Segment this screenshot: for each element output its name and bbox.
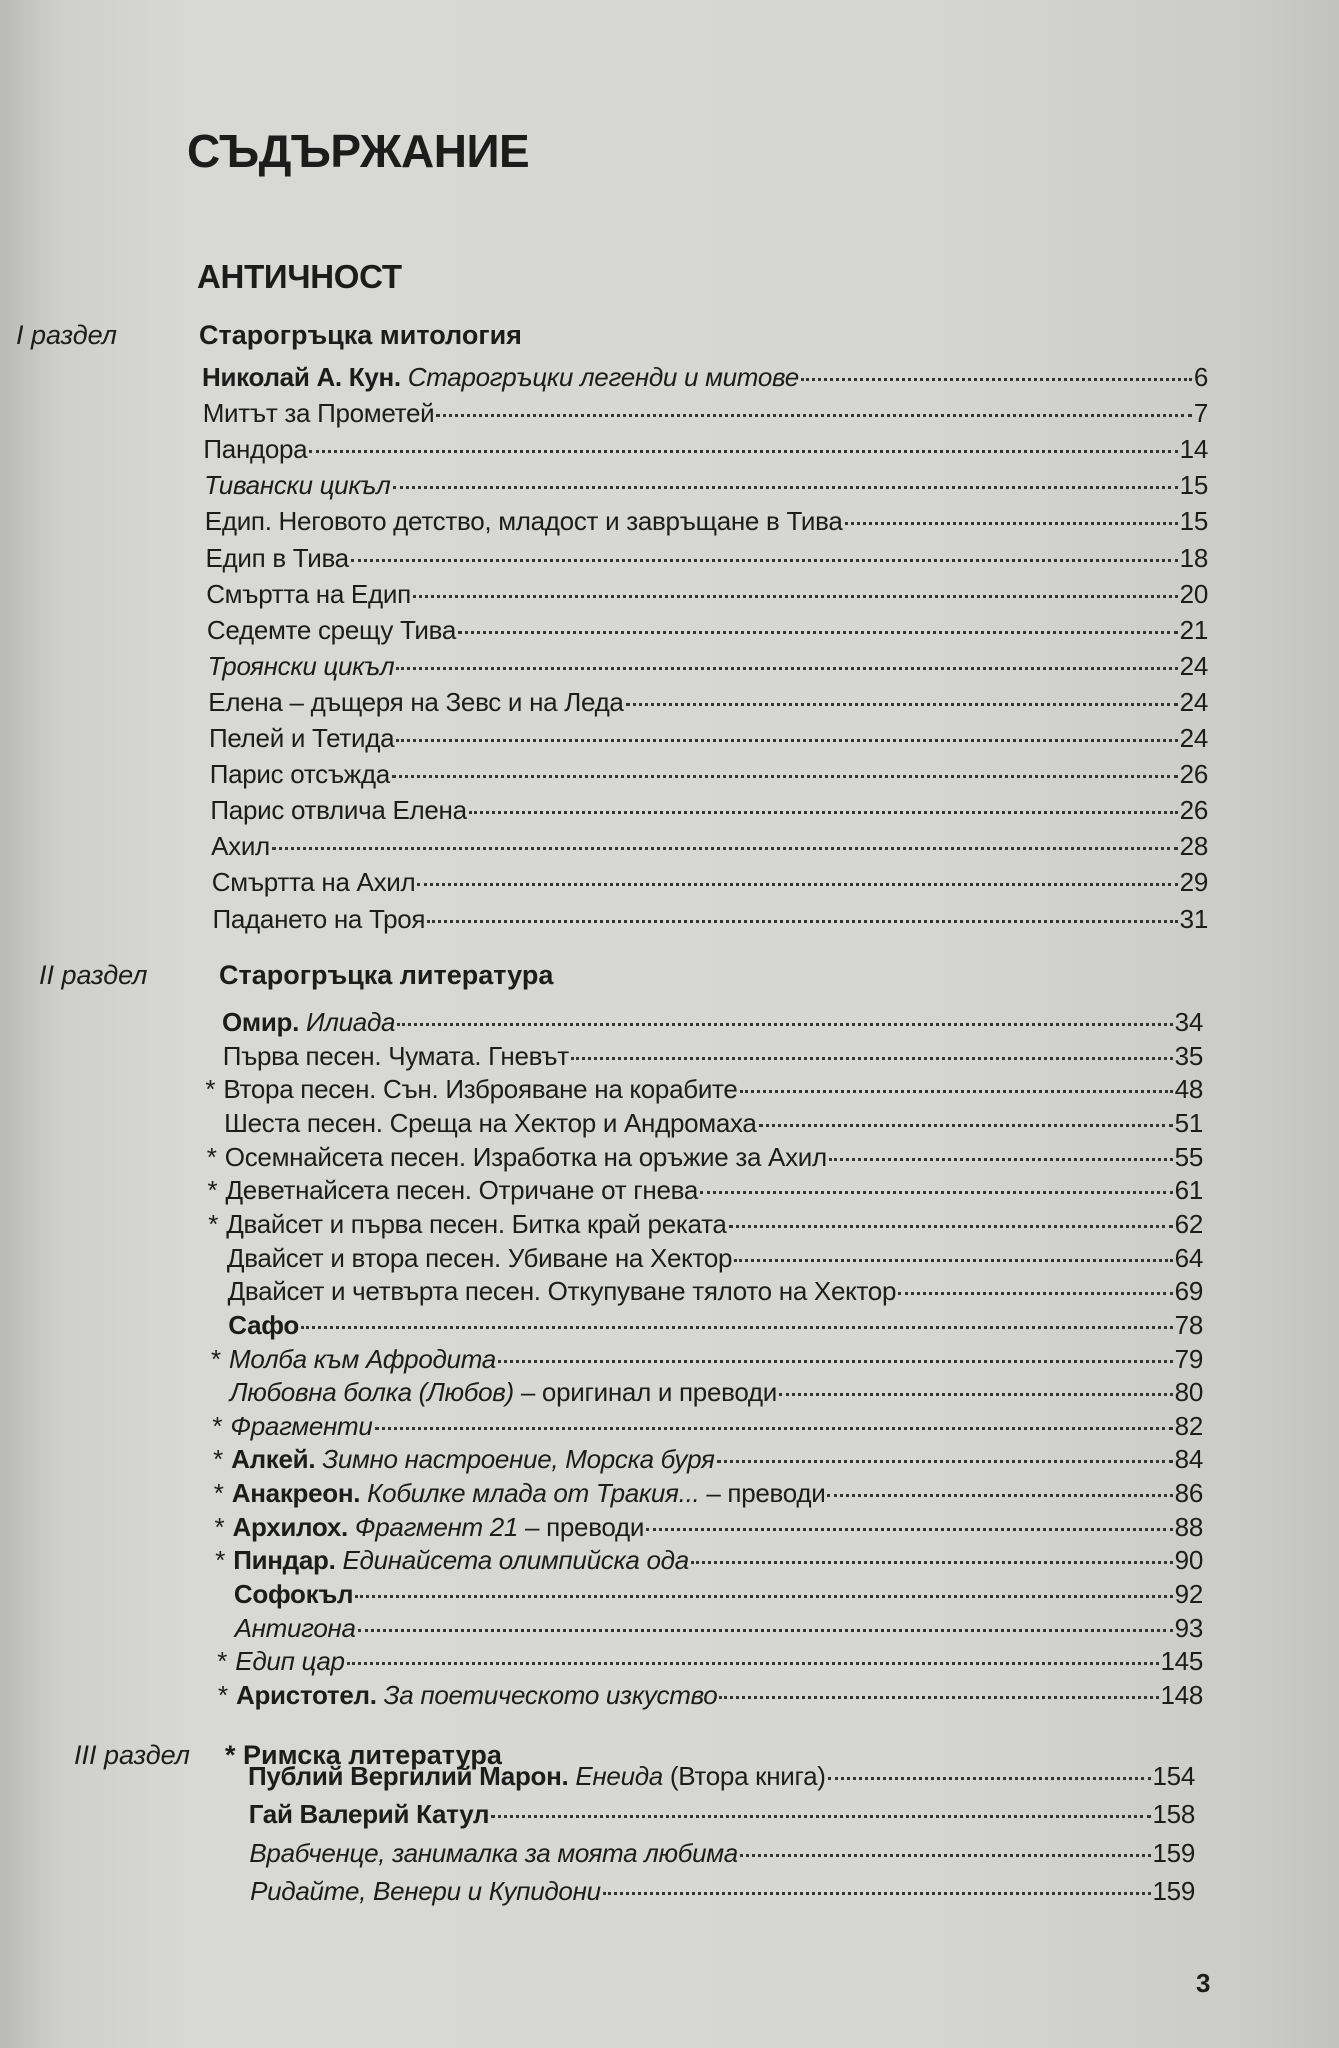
entry-title-part: Публий Вергилий Марон. [248,1761,576,1791]
toc-entry[interactable] [206,1141,1203,1176]
entry-title-part: Молба към Афродита [229,1343,496,1374]
entry-title-part: Аристотел. [236,1680,384,1710]
section-title: * Римска литература [225,1740,502,1770]
entry-title-part: Гай Валерий Катул [248,1799,490,1830]
entry-page-number: 26 [1179,795,1208,826]
toc-entry[interactable] [211,1343,1203,1378]
entry-title-part: Осемнайсета песен. Изработка на оръжие за Ахил [224,1141,827,1172]
dot-leader [626,703,1178,706]
dot-leader [779,1393,1173,1396]
entry-page-number: 62 [1174,1208,1203,1239]
entry-title [213,904,426,935]
dot-leader [646,1528,1173,1531]
entry-title-part: Врабченце, занималка за моята любима [249,1837,738,1868]
toc-entry[interactable] [205,1074,1203,1108]
dot-leader [355,1595,1172,1598]
dot-leader [397,1023,1172,1026]
dot-leader [829,1158,1173,1161]
dot-leader [801,378,1192,381]
entry-page-number: 80 [1174,1377,1203,1408]
entry-title-part: Едип в Тива [205,542,349,573]
entry-title [236,1680,717,1711]
asterisk-marker: * [214,1511,225,1542]
entry-page-number: 15 [1179,506,1208,537]
asterisk-marker: * [218,1680,228,1710]
toc-entry[interactable] [208,651,1208,685]
entry-title [228,1310,299,1341]
dot-leader [436,414,1191,417]
toc-entry[interactable] [202,362,1208,396]
dot-leader [396,739,1177,742]
toc-entry[interactable] [228,1310,1203,1344]
toc-entry[interactable] [210,759,1208,793]
entry-title-part: Едип цар [235,1646,345,1677]
entry-title [232,1478,826,1509]
section-label: I раздел [16,320,117,350]
entry-page-number: 48 [1174,1074,1203,1105]
toc-entry[interactable] [213,1478,1203,1512]
entry-title-part: Пандора [203,434,308,465]
toc-entry[interactable] [250,1876,1195,1910]
dot-leader [347,1662,1159,1665]
section-label: III раздел [74,1740,190,1770]
entry-page-number: 154 [1152,1761,1195,1791]
entry-title-part: Едип. Неговото детство, младост и завръщане в Тива [204,506,843,537]
toc-entry[interactable] [214,1511,1204,1546]
entry-title-part: Пиндар. [233,1545,343,1576]
dot-leader [458,631,1178,634]
entry-title-part: Тивански цикъл [204,470,391,501]
toc-entry[interactable] [206,579,1208,613]
toc-entry[interactable] [230,1377,1203,1411]
entry-title-part: – преводи [518,1511,645,1542]
entry-title-part: Илиада [305,1007,396,1037]
entry-title-part: Двайсет и първа песен. Битка край реката [226,1208,727,1239]
entry-title [203,398,435,429]
entry-title [231,1444,714,1475]
entry-title-part: Троянски цикъл [207,650,395,681]
entry-title [235,1613,356,1644]
dot-leader [393,486,1178,489]
section-label: II раздел [39,960,148,990]
entry-page-number: 82 [1174,1410,1203,1441]
entry-title [249,1838,738,1869]
asterisk-marker: * [206,1141,217,1172]
entry-title-part: Анакреон. [231,1478,368,1509]
entry-title [225,1142,827,1173]
entry-title-part: Антигона [234,1612,356,1643]
entry-page-number: 78 [1174,1309,1203,1340]
dot-leader [827,1494,1172,1497]
toc-entry[interactable] [227,1243,1203,1277]
entry-title-part: Енеида [575,1761,663,1791]
toc-entry[interactable] [217,1646,1203,1680]
toc-entry[interactable] [205,506,1208,540]
asterisk-marker: * [211,1343,221,1374]
entry-title [223,1074,737,1105]
toc-entry[interactable] [218,1680,1203,1714]
toc-entry[interactable] [224,1108,1203,1142]
entry-page-number: 51 [1174,1107,1203,1138]
entry-page-number: 92 [1174,1579,1203,1610]
entry-title-part: – оригинал и преводи [513,1377,778,1408]
entry-page-number: 159 [1152,1837,1195,1868]
dot-leader [740,1090,1173,1093]
dot-leader [571,1057,1173,1060]
toc-entry[interactable] [210,795,1208,829]
entry-page-number: 18 [1179,542,1208,573]
entry-title [208,687,623,718]
entry-page-number: 69 [1174,1276,1203,1307]
entry-page-number: 20 [1179,578,1208,609]
entry-page-number: 88 [1174,1511,1203,1542]
entry-title [222,1007,395,1038]
entry-title-part: Елена – дъщеря на Зевс и на Леда [208,686,624,717]
asterisk-marker: * [212,1410,223,1441]
entry-title-part: Сафо [228,1309,299,1340]
entry-page-number: 7 [1193,398,1208,429]
entry-page-number: 28 [1179,831,1208,862]
era-heading: АНТИЧНОСТ [197,258,402,295]
entry-title [249,1799,490,1830]
entry-title [209,723,394,754]
entry-page-number: 55 [1174,1141,1203,1172]
entry-title-part: Парис отсъжда [209,759,390,790]
toc-entry[interactable] [213,1444,1203,1478]
entry-page-number: 15 [1179,470,1208,501]
dot-leader [729,1225,1173,1228]
dot-leader [413,595,1178,598]
entry-title [230,1377,777,1408]
dot-leader [498,1360,1173,1363]
entry-page-number: 93 [1174,1612,1203,1643]
entry-title [235,1646,344,1677]
entry-page-number: 35 [1174,1040,1203,1071]
asterisk-marker: * [213,1444,223,1475]
entry-page-number: 145 [1160,1646,1203,1677]
toc-entry[interactable] [208,1208,1203,1243]
dot-leader [272,847,1178,850]
dot-leader [309,450,1177,453]
toc-entry[interactable] [212,867,1208,901]
entry-page-number: 86 [1174,1478,1203,1509]
entry-title [234,1579,353,1610]
toc-entry[interactable] [204,470,1208,504]
entry-title-part: Николай А. Кун. [202,362,408,392]
entry-title [233,1512,645,1543]
entry-title-part: Седемте срещу Тива [206,614,457,645]
toc-entry[interactable] [215,1545,1203,1579]
entry-title-part: Фрагменти [230,1410,373,1441]
entry-title-part: Парис отвлича Елена [210,795,467,826]
entry-title-part: Зимно настроение, Морска буря [322,1444,715,1475]
entry-title [227,1243,732,1274]
entry-title [224,1108,756,1139]
toc-entry[interactable] [206,543,1209,577]
dot-leader [417,883,1177,886]
dot-leader [603,1892,1151,1895]
toc-entry[interactable] [234,1579,1203,1613]
entry-title [202,362,799,393]
entry-page-number: 21 [1179,614,1208,645]
dot-leader [740,1854,1151,1857]
toc-entry[interactable] [208,687,1208,721]
entry-title-part: Старогръцки легенди и митове [407,362,799,392]
toc-entry[interactable] [228,1276,1203,1310]
asterisk-marker: * [213,1478,224,1509]
entry-page-number: 158 [1152,1799,1195,1830]
toc-entry[interactable] [207,1175,1204,1209]
entry-title-part: За поетическото изкуство [383,1680,718,1710]
asterisk-marker: * [205,1074,216,1105]
entry-title-part: Ридайте, Венери и Купидони [250,1875,601,1906]
entry-title [250,1876,601,1907]
toc-entry[interactable] [235,1613,1203,1647]
dot-leader [392,775,1178,778]
entry-title [204,470,390,501]
dot-leader [719,1696,1158,1699]
toc-entry[interactable] [203,434,1208,468]
entry-title-part: Омир. [222,1007,306,1037]
toc-entry[interactable] [248,1761,1195,1795]
entry-page-number: 61 [1174,1175,1203,1206]
dot-leader [301,1326,1173,1329]
entry-page-number: 84 [1174,1444,1203,1475]
entry-title-part: Пелей и Тетида [209,723,395,753]
toc-entry[interactable] [211,831,1208,865]
entry-title-part: Архилох. [232,1511,355,1542]
entry-title-part: Алкей. [231,1444,323,1475]
entry-title [223,1041,569,1072]
dot-leader [358,1629,1173,1632]
dot-leader [491,1815,1150,1818]
entry-page-number: 14 [1179,434,1208,465]
entry-title-part: Смъртта на Едип [206,578,411,609]
entry-title-part: Смъртта на Ахил [211,867,416,898]
dot-leader [469,811,1178,814]
toc-entry[interactable] [223,1041,1203,1075]
entry-title-part: Единайсета олимпийска ода [342,1545,689,1576]
entry-title [226,1175,699,1206]
dot-leader [351,559,1178,562]
entry-page-number: 24 [1179,686,1208,717]
dot-leader [717,1460,1173,1463]
toc-entry[interactable] [249,1799,1195,1833]
entry-page-number: 31 [1179,903,1208,934]
toc-entry[interactable] [212,1410,1203,1445]
toc-entry[interactable] [213,904,1209,938]
entry-title-part: Софокъл [233,1579,354,1610]
page-title: СЪДЪРЖАНИЕ [187,125,530,177]
dot-leader [427,920,1177,923]
dot-leader [898,1292,1173,1295]
entry-title [229,1344,496,1375]
entry-title-part: Втора песен. Сън. Изброяване на корабите [223,1074,738,1105]
toc-entry[interactable] [222,1007,1203,1041]
toc-entry[interactable] [249,1838,1195,1872]
asterisk-marker: * [215,1545,226,1576]
entry-title-part: Шеста песен. Среща на Хектор и Андромаха [224,1107,757,1138]
entry-page-number: 26 [1179,759,1208,790]
dot-leader [759,1124,1173,1127]
dot-leader [700,1191,1173,1194]
entry-page-number: 6 [1193,362,1208,392]
dot-leader [691,1561,1173,1564]
asterisk-marker: * [208,1208,219,1239]
dot-leader [828,1777,1151,1780]
dot-leader [845,522,1178,525]
entry-page-number: 79 [1174,1343,1203,1374]
entry-title-part: Ахил [211,831,270,862]
entry-title [205,506,843,537]
entry-title [208,651,395,682]
entry-page-number: 148 [1160,1680,1203,1710]
entry-title [228,1276,897,1307]
entry-title-part: Двайсет и втора песен. Убиване на Хектор [226,1242,733,1273]
entry-title-part: – преводи [699,1478,826,1509]
entry-title [206,543,349,574]
dot-leader [375,1427,1173,1430]
entry-title-part: Митът за Прометей [202,398,435,429]
entry-title-part: Кобилке млада от Тракия... [367,1478,700,1509]
entry-title [230,1411,372,1442]
entry-title [210,759,390,790]
entry-title-part: Любовна болка (Любов) [229,1377,514,1408]
entry-page-number: 24 [1179,650,1208,681]
entry-title-part: (Втора книга) [662,1761,826,1791]
toc-entry[interactable] [203,398,1208,432]
entry-title-part: Фрагмент 21 [354,1511,519,1542]
toc-entry[interactable] [207,615,1208,649]
entry-title [226,1209,726,1240]
entry-title [206,579,411,610]
asterisk-marker: * [217,1646,228,1677]
entry-page-number: 90 [1174,1545,1203,1576]
entry-title-part: Деветнайсета песен. Отричане от гнева [225,1175,699,1206]
section-title: Старогръцка литература [219,960,554,990]
asterisk-marker: * [207,1175,218,1206]
entry-title [212,867,416,898]
entry-title-part: Двайсет и четвърта песен. Откупуване тялото на Хектор [227,1276,897,1307]
entry-title-part: Първа песен. Чумата. Гневът [222,1040,569,1071]
entry-page-number: 24 [1179,723,1208,753]
entry-page-number: 159 [1152,1875,1195,1906]
entry-title [233,1545,689,1576]
entry-title [207,615,456,646]
entry-page-number: 29 [1179,867,1208,898]
section-title: Старогръцка митология [199,320,522,350]
entry-title [210,795,466,826]
toc-entry[interactable] [209,723,1208,757]
entry-title [211,831,270,862]
dot-leader [396,667,1177,670]
entry-page-number: 34 [1174,1007,1203,1037]
dot-leader [734,1259,1172,1262]
entry-title [248,1761,826,1792]
page-number: 3 [1196,1968,1211,1998]
entry-title-part: Падането на Троя [212,903,426,934]
entry-title [203,434,307,465]
entry-page-number: 64 [1174,1242,1203,1273]
